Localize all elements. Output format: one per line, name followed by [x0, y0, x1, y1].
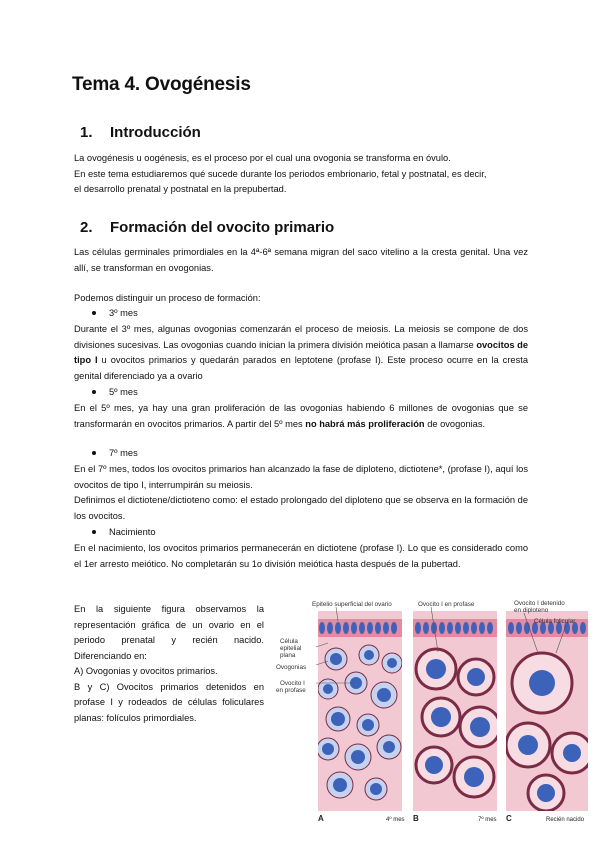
- panel-c-tissue: [506, 611, 588, 811]
- figure-description-a: A) Ovogonias y ovocitos primarios.: [74, 666, 218, 676]
- bullet-icon: [92, 311, 96, 315]
- bullet-icon: [92, 530, 96, 534]
- migration-paragraph: Las células germinales primordiales en la 4ª-6ª semana migran del saco vitelino a la cresta genital. Una vez allí, se transforman en ovogonias.: [74, 247, 528, 273]
- intro-paragraph: [74, 151, 544, 198]
- panel-a-letter: A: [318, 814, 324, 823]
- paragraph-5-mes: En el 5º mes, ya hay una gran proliferación de las ovogonias habiendo 6 millones de ovogonias que se transformarán en ovocitos primarios. A partir del 5º mes no habrá más proliferación de ovogonias.: [74, 403, 528, 429]
- panel-c-letter: C: [506, 814, 512, 823]
- figure-description-bc: B y C) Ovocitos primarios detenidos en profase I y rodeados de células foliculares planas: folículos primordiales.: [74, 681, 264, 723]
- intro-line: En este tema estudiaremos qué sucede durante los periodos embrionario, fetal y postnatal, es decir,: [74, 168, 487, 179]
- section-heading-formacion: [80, 219, 334, 236]
- paragraph-3-mes: Durante el 3º mes, algunas ovogonias comenzarán el proceso de meiosis. La meiosis se compone de dos divisiones sucesivas. Las ovogonias cuando inician la primera división meiótica pasan a llamarse ovocitos de tipo I u ovocitos primarios y quedarán parados en leptotene (profase I). Este proceso ocurre en la cresta genital diferenciado ya a ovario: [74, 324, 528, 381]
- panel-c-caption: Recién nacido: [546, 817, 585, 823]
- bullet-7-mes: 7º mes: [92, 446, 138, 462]
- label-ovocito-diploteno-2: en diploteno: [514, 607, 549, 614]
- paragraph-7-mes: En el 7º mes, todos los ovocitos primarios han alcanzado la fase de diploteno, dictiotene*, (profase I), aquí los ovocitos de tipo I, interrumpirán su meiosis.: [74, 464, 528, 490]
- label-celula-epitelial-2: epitelial: [280, 645, 302, 652]
- intro-line: La ovogénesis u oogénesis, es el proceso por el cual una ovogonia se transforma en óvulo.: [74, 153, 451, 163]
- figure-description: [74, 602, 264, 726]
- label-epitelio: Epitelio superficial del ovario: [312, 601, 392, 608]
- ovary-figure: [276, 597, 588, 825]
- label-celula-epitelial-3: plana: [280, 652, 296, 659]
- section-title: Introducción: [110, 124, 201, 141]
- intro-line: el desarrollo prenatal y postnatal en la prepubertad.: [74, 184, 287, 194]
- label-celula-epitelial: Célula: [280, 638, 298, 645]
- bullet-5-mes: 5º mes: [92, 385, 138, 401]
- section-number: 2.: [80, 219, 93, 236]
- figure-description-intro: En la siguiente figura observamos la representación gráfica de un ovario en el periodo prenatal y recién nacido. Diferenciando en:: [74, 604, 264, 661]
- bullet-nacimiento: Nacimiento: [92, 525, 156, 541]
- bullet-3-mes: 3º mes: [92, 306, 138, 322]
- section-heading-introduccion: [80, 124, 201, 141]
- ovary-illustration: [276, 597, 588, 825]
- panel-b-tissue: [413, 611, 500, 811]
- panel-b-letter: B: [413, 814, 419, 823]
- paragraph-nacimiento: En el nacimiento, los ovocitos primarios permanecerán en dictiotene (profase I). Lo que es considerado como el 1er arresto meiótico. No completarán su 1o división meiótica hasta después de la pubertad.: [74, 543, 528, 569]
- section-number: 1.: [80, 124, 93, 141]
- label-ovocito-i-2: en profase: [276, 687, 306, 694]
- paragraph-dictiotene: Definimos el dictiotene/dictioteno como: el estado prolongado del diploteno que se observa en la formación de los ovocitos.: [74, 495, 528, 521]
- label-ovocito-diploteno: Ovocito I detenido: [514, 600, 565, 607]
- bullet-icon: [92, 451, 96, 455]
- label-ovogonias: Ovogonias: [276, 664, 307, 671]
- page-title: Tema 4. Ovogénesis: [72, 74, 251, 95]
- panel-a-caption: 4º mes: [386, 817, 405, 823]
- panel-b-caption: 7º mes: [478, 817, 497, 823]
- section-title: Formación del ovocito primario: [110, 219, 335, 236]
- panel-a-tissue: [317, 611, 402, 811]
- lead-paragraph: Podemos distinguir un proceso de formación:: [74, 293, 261, 303]
- label-ovocito-profase: Ovocito I en profase: [418, 601, 475, 608]
- bullet-icon: [92, 390, 96, 394]
- label-ovocito-i: Ovocito I: [280, 680, 305, 687]
- label-celula-folicular: Célula folicular: [534, 618, 576, 625]
